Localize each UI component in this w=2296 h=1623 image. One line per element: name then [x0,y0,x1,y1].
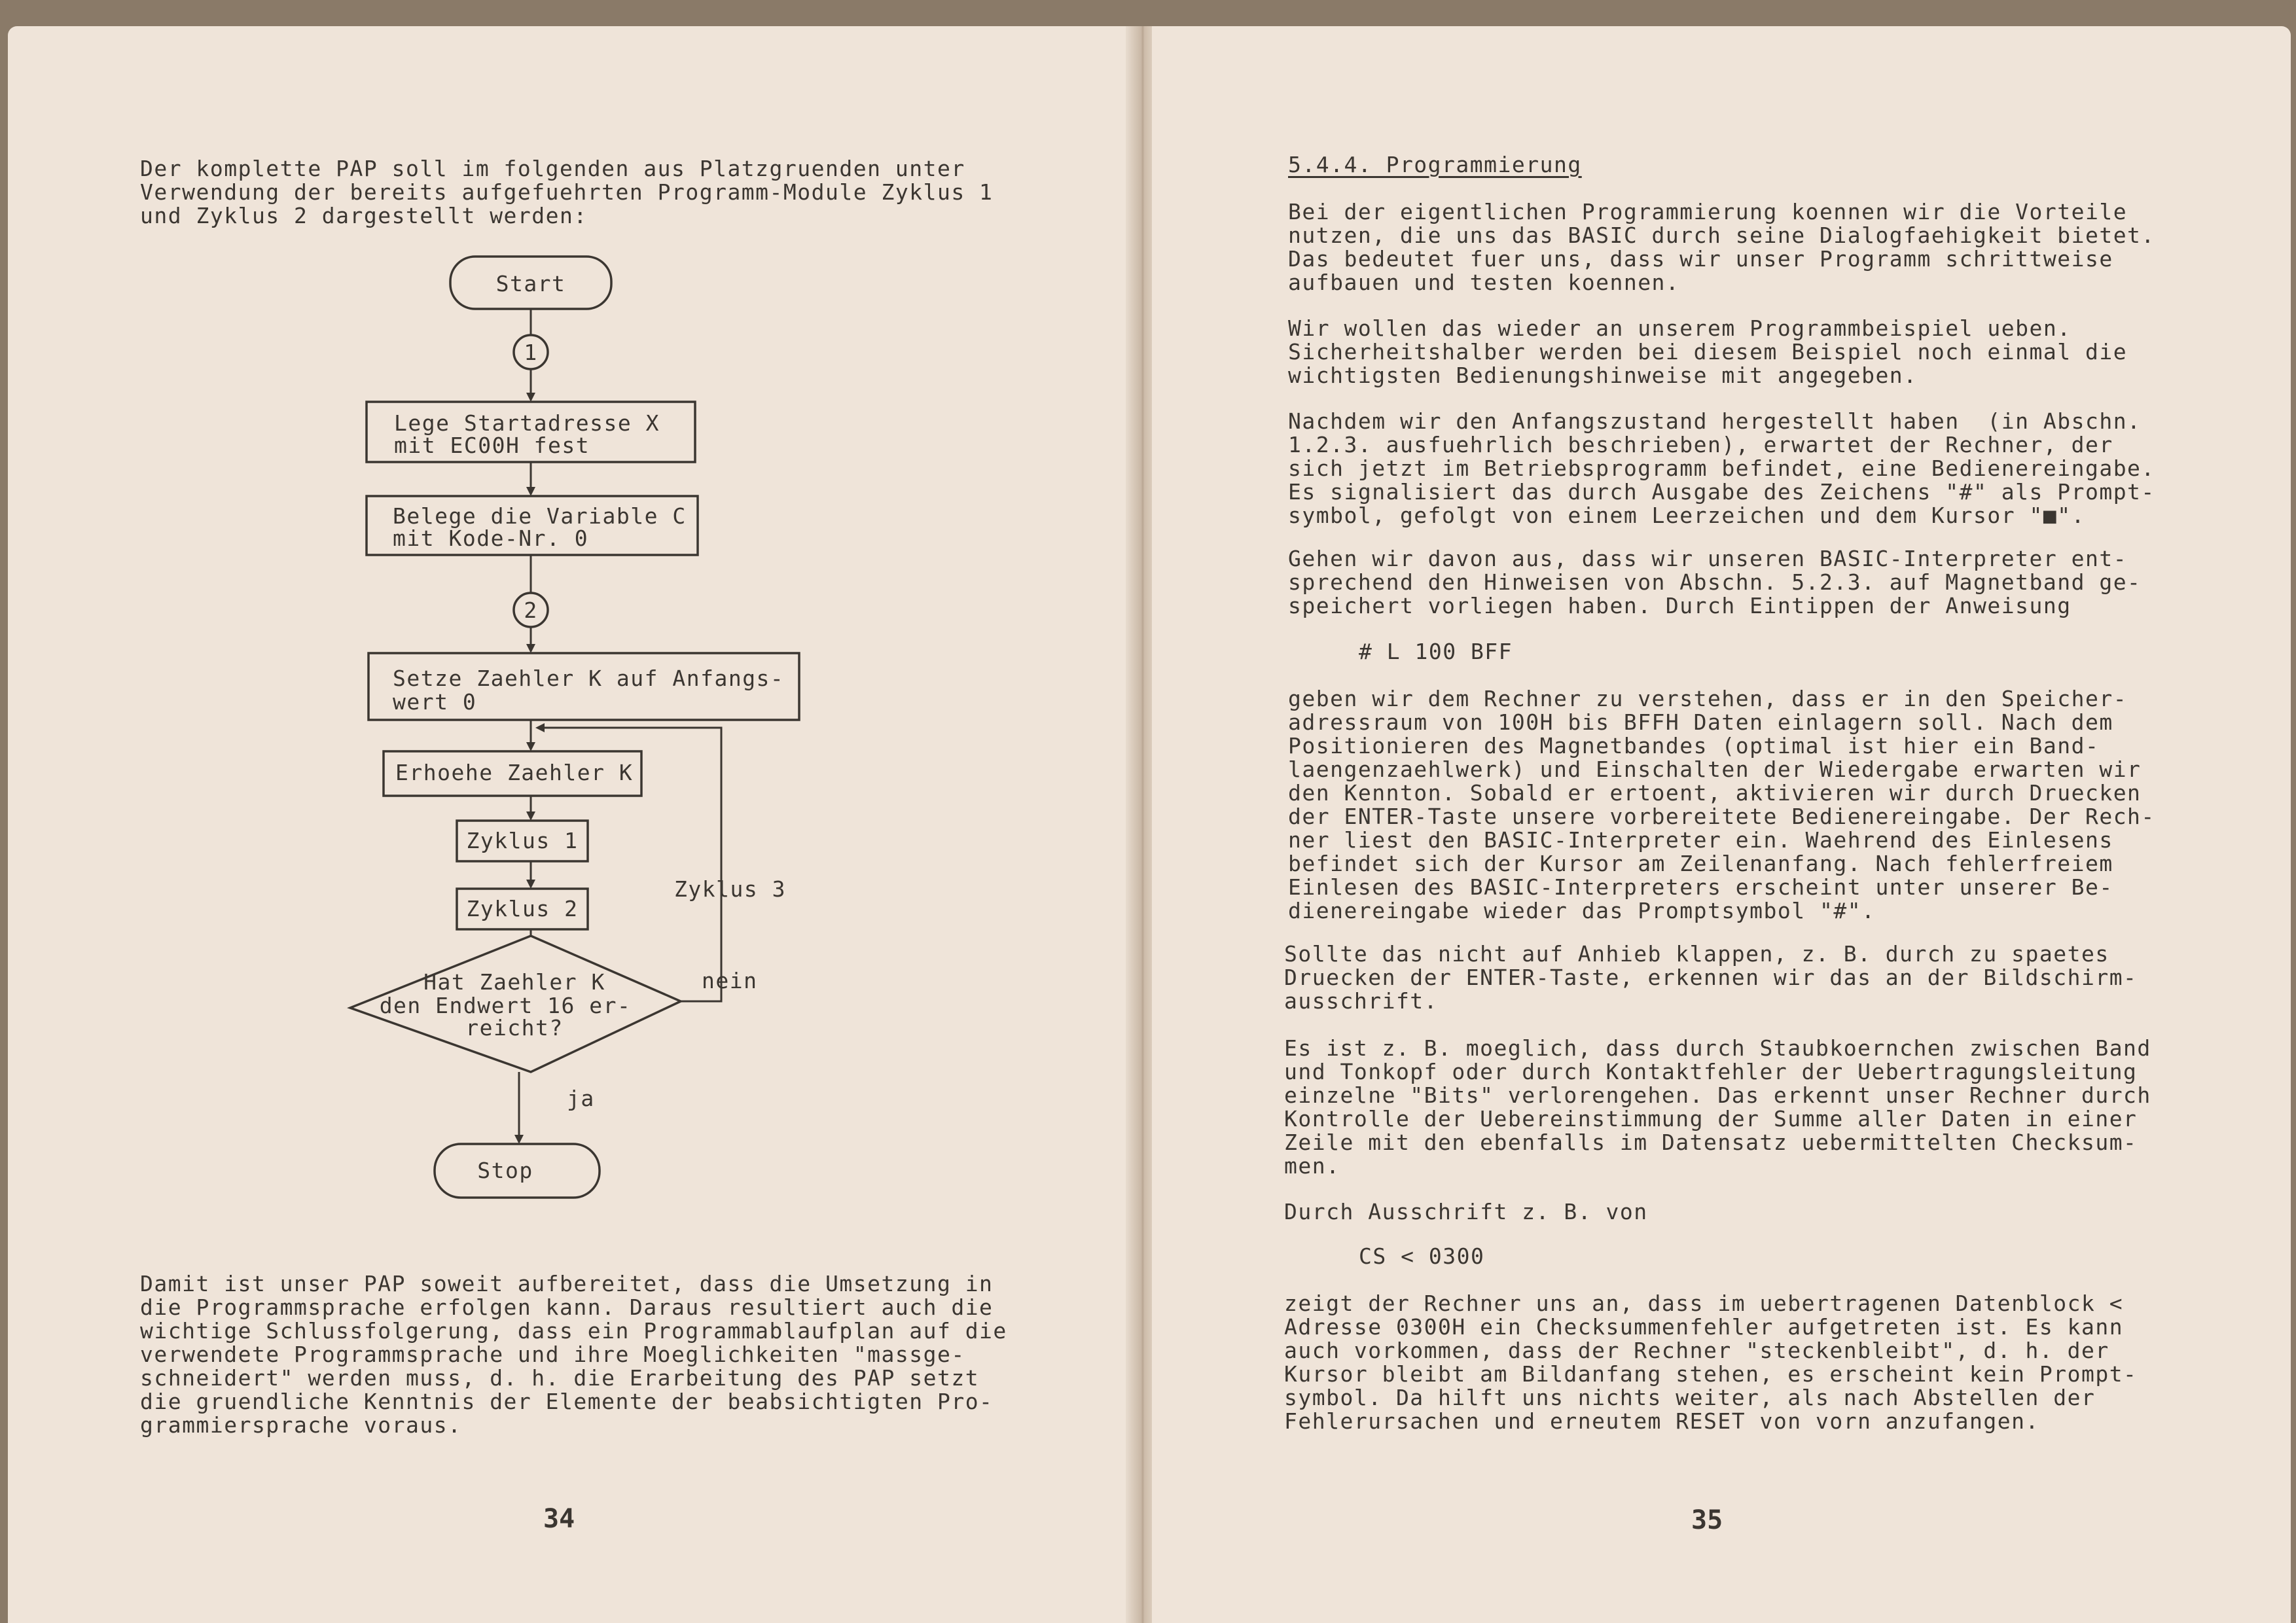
zyklus-3-label: Zyklus 3 [674,876,786,902]
conclusion-paragraph: Damit ist unser PAP soweit aufbereitet, dass die Umsetzung in die Programmsprache erfolgen kann. Daraus resultiert auch die wichtige Schlussfolgerung, dass ein Programmablaufplan auf die verwendete Programmsprache und ihre Moeglichkeiten "massge- schneidert" werden muss, d. h. die Erarbeitung des PAP setzt die gruendliche Kenntnis der Elemente der beabsichtigten Pro- grammiersprache voraus. [140,1271,1007,1438]
box4-label: Erhoehe Zaehler K [395,760,634,785]
paragraph-6: Sollte das nicht auf Anhieb klappen, z. B. durch zu spaetes Druecken der ENTER-Taste, erkennen wir das an der Bildschirm- ausschrift. [1284,941,2138,1014]
connector-2-label: 2 [524,597,538,623]
start-label: Start [495,271,566,296]
box2-line1: Belege die Variable C [393,503,687,529]
paragraph-8: Durch Ausschrift z. B. von [1284,1199,1648,1224]
paragraph-9: zeigt der Rechner uns an, dass im uebertragenen Datenblock < Adresse 0300H ein Checksummenfehler aufgetreten ist. Es kann auch vorkommen, dass der Rechner "steckenbleibt", d. h. der Kursor bleibt am Bildanfang stehen, es erscheint kein Prompt- symbol. Da hilft uns nichts weiter, als nach Abstellen der Fehlerursachen und erneutem RESET von vorn anzufangen. [1284,1291,2138,1434]
code-line-2: CS < 0300 [1359,1243,1485,1269]
intro-paragraph: Der komplette PAP soll im folgenden aus Platzgruenden unter Verwendung der bereits aufgefuehrten Programm-Module Zyklus 1 und Zyklus 2 dargestellt werden: [140,156,994,228]
decision-line3: reicht? [465,1015,564,1041]
yes-label: ja [567,1086,595,1111]
page-number-right: 35 [1691,1505,1723,1535]
no-label: nein [702,968,758,993]
box6-label: Zyklus 2 [466,896,579,921]
paragraph-2: Wir wollen das wieder an unserem Programmbeispiel ueben. Sicherheitshalber werden bei diesem Beispiel noch einmal die wichtigsten Bedienungshinweise mit angegeben. [1288,315,2128,388]
box5-label: Zyklus 1 [466,828,579,853]
box1-line1: Lege Startadresse X [394,410,660,436]
decision-line1: Hat Zaehler K [423,969,605,995]
box1-line2: mit EC00H fest [394,433,590,458]
connector-1-label: 1 [524,340,538,365]
box2-line2: mit Kode-Nr. 0 [393,526,589,551]
decision-line2: den Endwert 16 er- [379,993,632,1018]
box3-line2: wert 0 [393,689,477,715]
page-number-left: 34 [543,1504,575,1534]
box3-line1: Setze Zaehler K auf Anfangs- [393,666,785,691]
paragraph-4: Gehen wir davon aus, dass wir unseren BASIC-Interpreter ent- sprechend den Hinweisen von Abschn. 5.2.3. auf Magnetband ge- speichert vorliegen haben. Durch Eintippen der Anweisung [1288,546,2142,618]
paragraph-5: geben wir dem Rechner zu verstehen, dass er in den Speicher- adressraum von 100H bis BFFH Daten einlagern soll. Nach dem Positionieren des Magnetbandes (optimal ist hier ein Band- laengenzaehlwerk) und Einschalten der Wiedergabe erwarten wir den Kennton. Sobald er ertoent, aktivieren wir durch Druecken der ENTER-Taste unsere vorbereitete Bedienereingabe. Der Rech- ner liest den BASIC-Interpreter ein. Waehrend des Einlesens befindet sich der Kursor am Zeilenanfang. Nach fehlerfreiem Einlesen des BASIC-Interpreters erscheint unter unserer Be- dienereingabe wieder das Promptsymbol "#". [1288,686,2155,923]
section-heading: 5.4.4. Programmierung [1288,152,1582,177]
paragraph-7: Es ist z. B. moeglich, dass durch Staubkoernchen zwischen Band und Tonkopf oder durch Kontaktfehler der Uebertragungsleitung einzelne "Bits" verlorengehen. Das erkennt unser Rechner durch Kontrolle der Uebereinstimmung der Summe aller Daten in einer Zeile mit den ebenfalls im Datensatz uebermittelten Checksum- men. [1284,1035,2151,1179]
stop-label: Stop [477,1158,533,1183]
code-line-1: # L 100 BFF [1359,639,1513,664]
paragraph-3: Nachdem wir den Anfangszustand hergestellt haben (in Abschn. 1.2.3. ausfuehrlich beschrieben), erwartet der Rechner, der sich jetzt im Betriebsprogramm befindet, eine Bedienereingabe. Es signalisiert das durch Ausgabe des Zeichens "#" als Prompt- symbol, gefolgt von einem Leerzeichen und dem Kursor "■". [1288,408,2155,528]
paragraph-1: Bei der eigentlichen Programmierung koennen wir die Vorteile nutzen, die uns das BASIC durch seine Dialogfaehigkeit bietet. Das bedeutet fuer uns, dass wir unser Programm schrittweise aufbauen und testen koennen. [1288,199,2155,295]
